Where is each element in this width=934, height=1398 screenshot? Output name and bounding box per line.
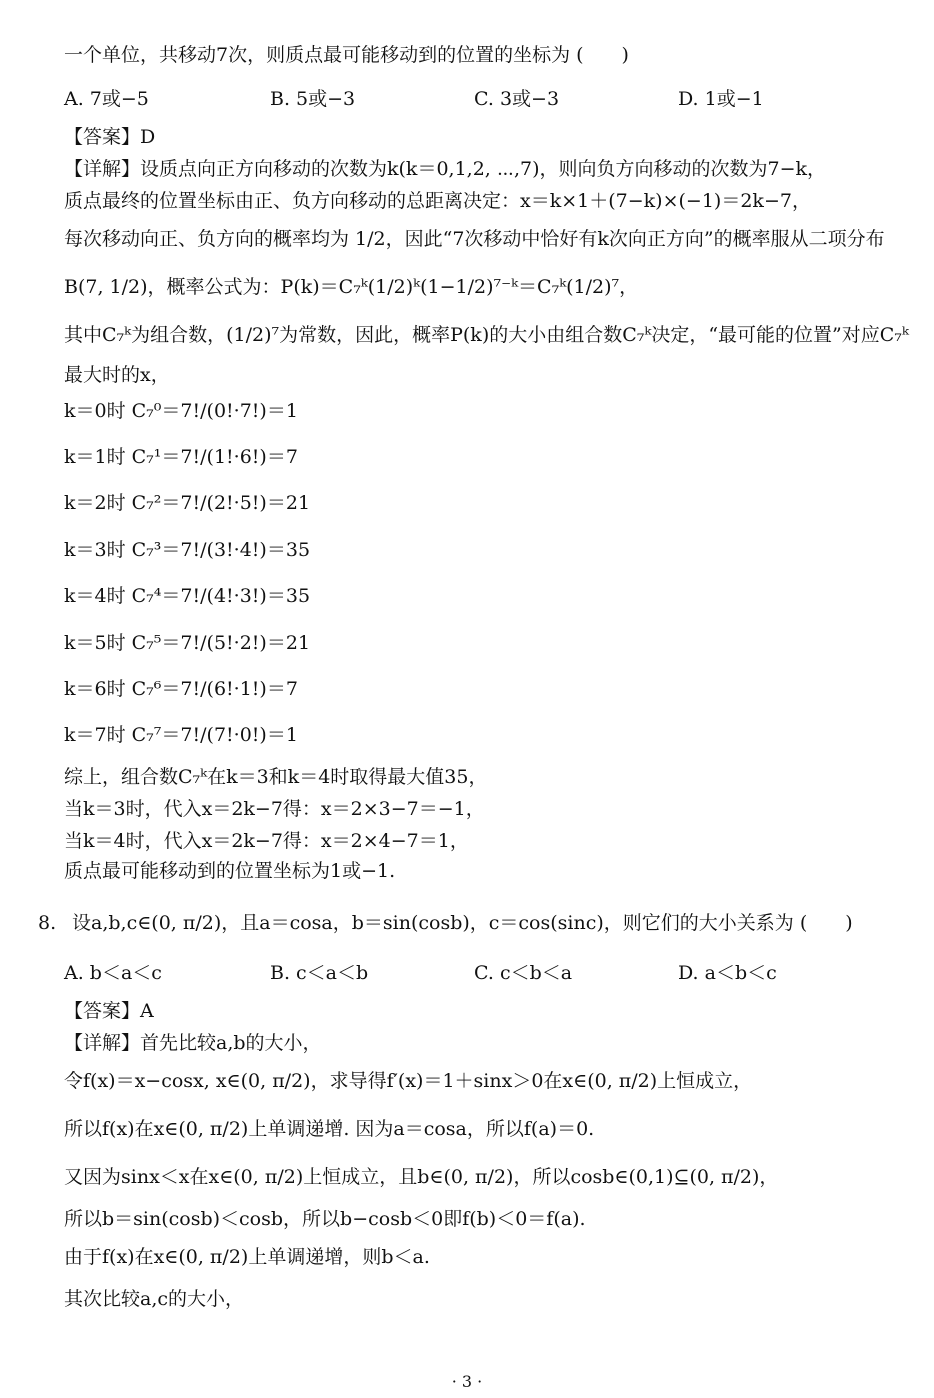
- q7-option-c: C. 3或−3: [474, 88, 560, 110]
- q8-number: 8.: [38, 912, 57, 934]
- q8-detail-line: 所以f(x)在x∈(0, π/2)上单调递增. 因为a＝cosa，所以f(a)＝0.: [64, 1118, 595, 1140]
- q8-detail-line: 令f(x)＝x−cosx, x∈(0, π/2)，求导得f′(x)＝1＋sinx＞0在x∈(0, π/2)上恒成立，: [64, 1070, 753, 1092]
- q7-stem-line: 一个单位，共移动7次，则质点最可能移动到的位置的坐标为 ( ): [64, 44, 629, 66]
- combination-row: k＝1时 C₇¹＝7!/(1!·6!)＝7: [64, 446, 298, 468]
- combination-row: k＝7时 C₇⁷＝7!/(7!·0!)＝1: [64, 724, 298, 746]
- combination-row: k＝3时 C₇³＝7!/(3!·4!)＝35: [64, 539, 311, 561]
- q7-detail-line: 综上，组合数C₇ᵏ在k＝3和k＝4时取得最大值35，: [64, 766, 488, 788]
- q7-detail-line: 每次移动向正、负方向的概率均为 1/2，因此“7次移动中恰好有k次向正方向”的概率服从二项分布: [64, 228, 885, 250]
- q7-option-d: D. 1或−1: [678, 88, 764, 110]
- q7-detail-line: 【详解】设质点向正方向移动的次数为k(k＝0,1,2, ⋯,7)，则向负方向移动的次数为7−k，: [64, 158, 827, 180]
- q7-answer: 【答案】D: [64, 126, 156, 148]
- page-number: · 3 ·: [451, 1372, 483, 1391]
- q8-detail-line: 其次比较a,c的大小，: [64, 1288, 245, 1310]
- q8-option-b: B. c＜a＜b: [270, 962, 369, 984]
- q7-detail-line: 最大时的x，: [64, 364, 170, 386]
- q8-stem: 设a,b,c∈(0, π/2)，且a＝cosa，b＝sin(cosb)，c＝cos(sinc)，则它们的大小关系为 ( ): [72, 912, 853, 934]
- q7-detail-line: 质点最可能移动到的位置坐标为1或−1.: [64, 860, 396, 882]
- combination-row: k＝2时 C₇²＝7!/(2!·5!)＝21: [64, 492, 311, 514]
- q7-option-a: A. 7或−5: [64, 88, 149, 110]
- q8-answer: 【答案】A: [64, 1000, 154, 1022]
- q8-option-d: D. a＜b＜c: [678, 962, 777, 984]
- combination-row: k＝5时 C₇⁵＝7!/(5!·2!)＝21: [64, 632, 311, 654]
- q8-detail-line: 又因为sinx＜x在x∈(0, π/2)上恒成立，且b∈(0, π/2)，所以cosb∈(0,1)⊆(0, π/2)，: [64, 1166, 779, 1188]
- q7-option-b: B. 5或−3: [270, 88, 356, 110]
- q8-detail-line: 所以b＝sin(cosb)＜cosb，所以b−cosb＜0即f(b)＜0＝f(a).: [64, 1208, 586, 1230]
- q8-option-a: A. b＜a＜c: [64, 962, 162, 984]
- combination-row: k＝6时 C₇⁶＝7!/(6!·1!)＝7: [64, 678, 298, 700]
- q8-detail-line: 由于f(x)在x∈(0, π/2)上单调递增，则b＜a.: [64, 1246, 430, 1268]
- q7-detail-line: 当k＝4时，代入x＝2k−7得：x＝2×4−7＝1，: [64, 830, 469, 852]
- q7-detail-line: B(7, 1/2)，概率公式为：P(k)＝C₇ᵏ(1/2)ᵏ(1−1/2)⁷⁻ᵏ＝C₇ᵏ(1/2)⁷，: [64, 276, 639, 298]
- q7-detail-line: 当k＝3时，代入x＝2k−7得：x＝2×3−7＝−1，: [64, 798, 485, 820]
- combination-row: k＝4时 C₇⁴＝7!/(4!·3!)＝35: [64, 585, 311, 607]
- q8-option-c: C. c＜b＜a: [474, 962, 573, 984]
- q7-detail-line: 质点最终的位置坐标由正、负方向移动的总距离决定：x＝k×1＋(7−k)×(−1)＝2k−7，: [64, 190, 811, 212]
- q8-detail-line: 【详解】首先比较a,b的大小，: [64, 1032, 322, 1054]
- q7-detail-line: 其中C₇ᵏ为组合数，(1/2)⁷为常数，因此，概率P(k)的大小由组合数C₇ᵏ决定，“最可能的位置”对应C₇ᵏ: [64, 324, 909, 346]
- combination-row: k＝0时 C₇⁰＝7!/(0!·7!)＝1: [64, 400, 298, 422]
